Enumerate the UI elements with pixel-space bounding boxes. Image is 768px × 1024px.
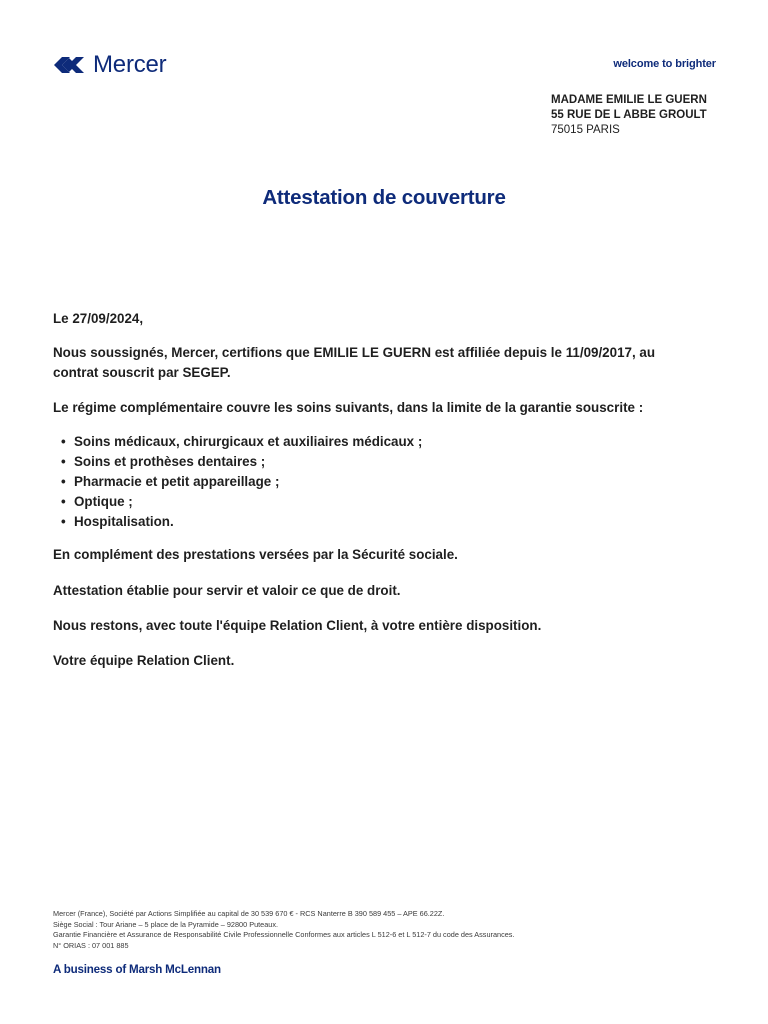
coverage-item: • Hospitalisation. xyxy=(53,512,693,532)
footer-legal-notice xyxy=(53,909,733,951)
signature-text: Votre équipe Relation Client. xyxy=(53,653,235,668)
complement-paragraph xyxy=(53,545,693,565)
attestation-paragraph xyxy=(53,581,693,601)
mercer-logo xyxy=(52,52,166,78)
document-title: Attestation de couverture xyxy=(262,186,506,209)
coverage-item: • Pharmacie et petit appareillage ; xyxy=(53,472,693,492)
recipient-name: MADAME EMILIE LE GUERN xyxy=(551,94,707,106)
availability-text: Nous restons, avec toute l'équipe Relation Client, à votre entière disposition. xyxy=(53,618,542,633)
legal-line: N° ORIAS : 07 001 885 xyxy=(53,940,129,950)
complement-text: En complément des prestations versées par la Sécurité sociale. xyxy=(53,547,458,562)
coverage-list xyxy=(53,432,693,532)
coverage-item: • Soins et prothèses dentaires ; xyxy=(53,452,693,472)
regime-intro-paragraph xyxy=(53,398,693,418)
regime-intro-text: Le régime complémentaire couvre les soins suivants, dans la limite de la garantie souscrite : xyxy=(53,400,644,415)
tagline: welcome to brighter xyxy=(613,58,716,70)
mercer-logo-icon xyxy=(52,54,86,76)
recipient-street: 55 RUE DE L ABBE GROULT xyxy=(551,109,707,121)
certification-paragraph xyxy=(53,343,693,383)
recipient-address xyxy=(551,93,707,138)
legal-line: Siège Social : Tour Ariane – 5 place de la Pyramide – 92800 Puteaux. xyxy=(53,919,278,929)
attestation-text: Attestation établie pour servir et valoir ce que de droit. xyxy=(53,583,401,598)
certification-text: Nous soussignés, Mercer, certifions que EMILIE LE GUERN est affiliée depuis le 11/09/2017, au contrat souscrit par SEGEP. xyxy=(53,345,656,380)
availability-paragraph xyxy=(53,616,693,636)
business-line: A business of Marsh McLennan xyxy=(53,963,221,976)
coverage-list-block xyxy=(53,432,693,532)
signature-paragraph xyxy=(53,651,693,671)
mercer-logo-text: Mercer xyxy=(93,51,167,78)
legal-line: Garantie Financière et Assurance de Responsabilité Civile Professionnelle Conformes aux articles L 512-6 et L 512-7 du code des Assurances. xyxy=(53,930,515,939)
legal-line: Mercer (France), Société par Actions Simplifiée au capital de 30 539 670 € - RCS Nanterre B 390 589 455 – APE 66.22Z. xyxy=(53,909,445,918)
date-line xyxy=(53,309,693,329)
recipient-city: 75015 PARIS xyxy=(551,124,620,136)
coverage-item: • Optique ; xyxy=(53,492,693,512)
date-text: Le 27/09/2024, xyxy=(53,311,144,326)
coverage-item: • Soins médicaux, chirurgicaux et auxiliaires médicaux ; xyxy=(53,432,693,452)
